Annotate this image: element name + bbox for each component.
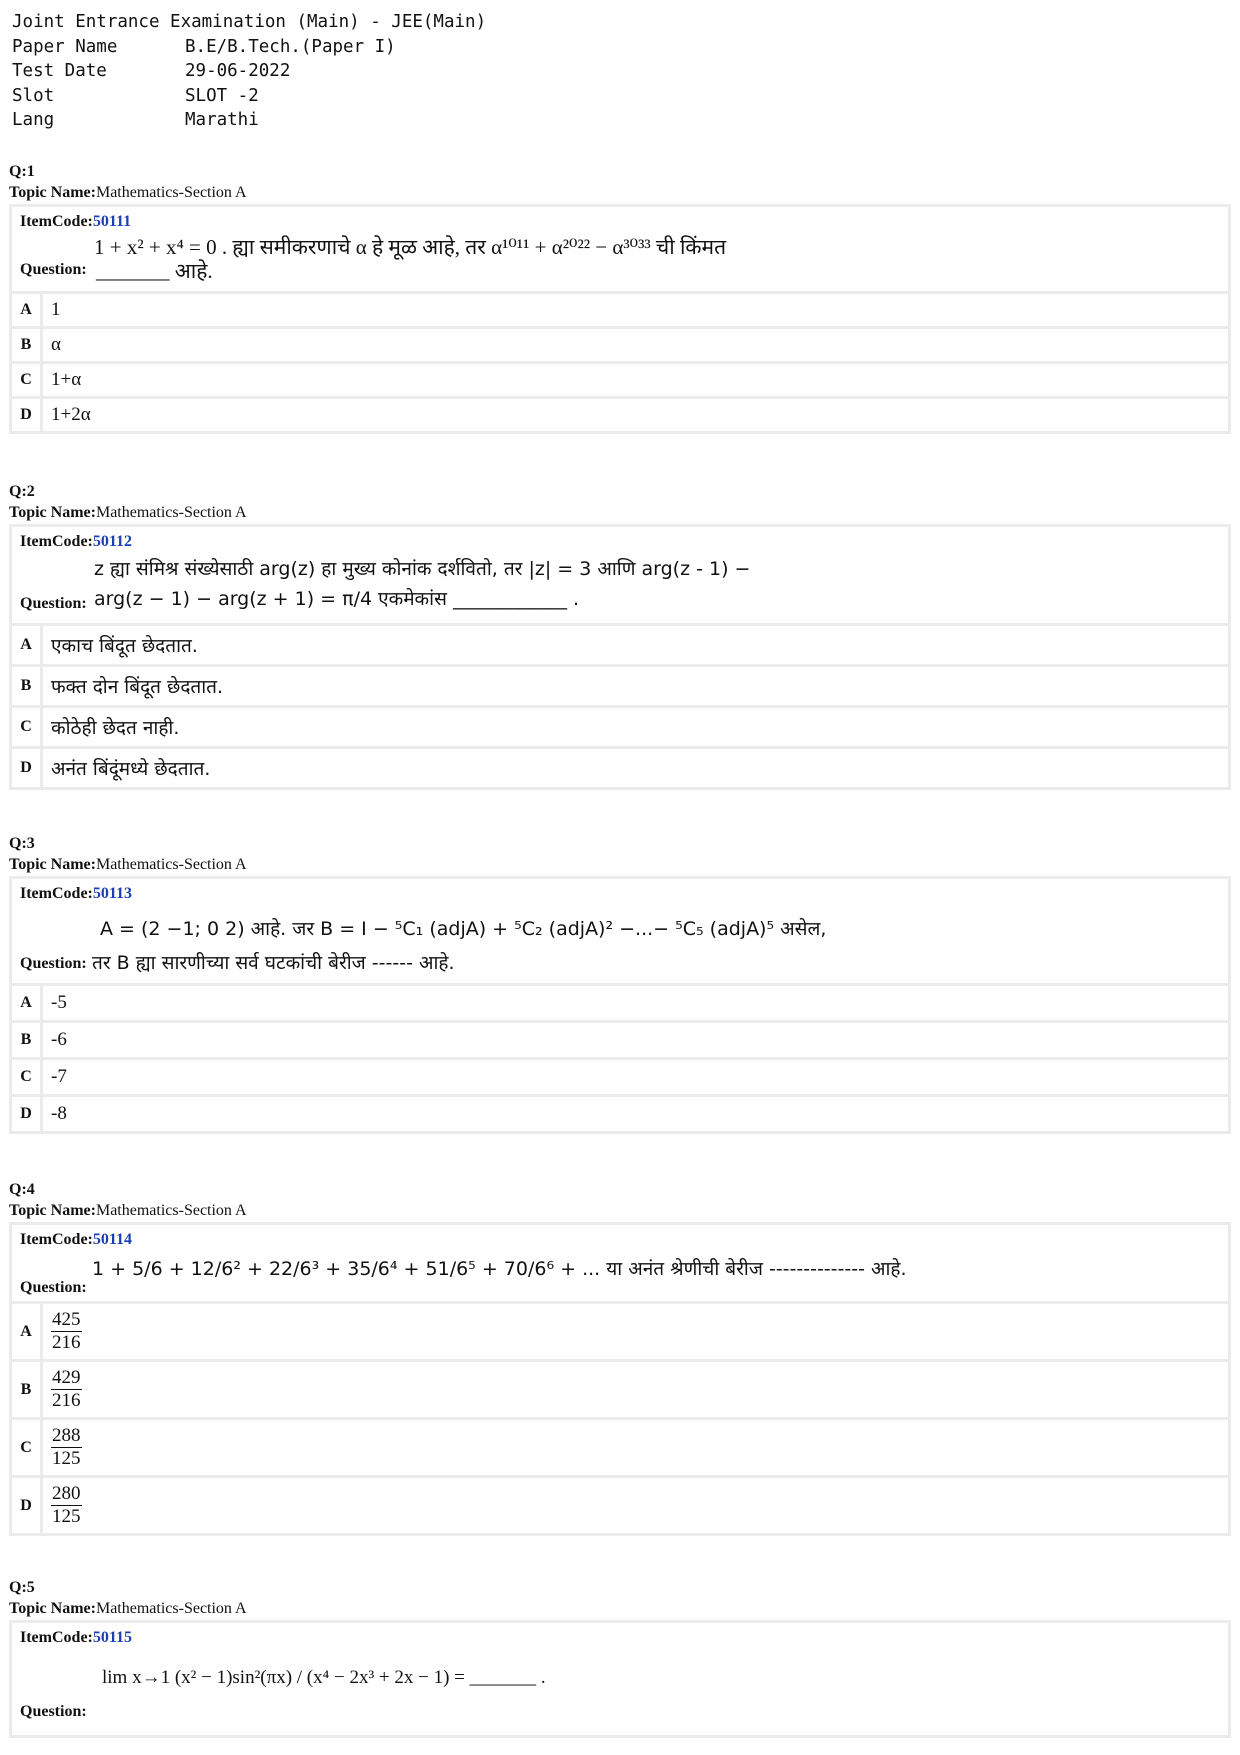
question-block-1 xyxy=(9,162,1231,434)
option-b[interactable] xyxy=(12,329,1228,361)
item-code: ItemCode:50111 xyxy=(20,213,132,230)
option-letter: C xyxy=(12,364,43,396)
option-letter: B xyxy=(12,329,43,361)
option-letter: D xyxy=(12,1478,43,1533)
header-value: 29-06-2022 xyxy=(185,61,291,81)
option-letter: A xyxy=(12,1304,43,1359)
question-label: Question: xyxy=(20,1703,87,1720)
option-letter: B xyxy=(12,1023,43,1057)
option-b[interactable] xyxy=(12,667,1228,705)
option-d[interactable] xyxy=(12,749,1228,787)
question-block-3 xyxy=(9,834,1231,1134)
option-letter: C xyxy=(12,1420,43,1475)
item-code: ItemCode:50112 xyxy=(20,533,132,550)
option-value: 1+α xyxy=(51,369,82,390)
option-letter: A xyxy=(12,986,43,1020)
question-label: Question: xyxy=(20,955,87,972)
question-label: Question: xyxy=(20,261,87,278)
option-b[interactable] xyxy=(12,1362,1228,1417)
question-label: Question: xyxy=(20,1279,87,1296)
question-text: z ह्या संमिश्र संख्येसाठी arg(z) हा मुख्य कोनांक दर्शवितो, तर |z| = 3 आणि arg(z - 1) − xyxy=(94,558,751,580)
header-value: SLOT -2 xyxy=(185,85,259,106)
option-value: फक्त दोन बिंदूत छेदतात. xyxy=(51,676,224,698)
option-letter: A xyxy=(12,294,43,326)
question-text: 1 + x² + x⁴ = 0 . ह्या समीकरणाचे α हे मूळ आहे, तर α¹⁰¹¹ + α²⁰²² − α³⁰³³ ची किंमत xyxy=(94,235,727,259)
option-c[interactable] xyxy=(12,364,1228,396)
question-text: lim x→1 (x² − 1)sin²(πx) / (x⁴ − 2x³ + 2x − 1) = _______ . xyxy=(102,1667,546,1688)
question-cell xyxy=(12,207,1228,291)
option-fraction: $\frac{288}{125}$ xyxy=(52,1425,81,1469)
topic-line: Topic Name:Mathematics-Section A xyxy=(9,856,247,873)
question-number: Q:1 xyxy=(9,163,35,180)
option-a[interactable] xyxy=(12,626,1228,664)
option-letter: C xyxy=(12,708,43,746)
exam-header xyxy=(12,10,486,133)
question-cell xyxy=(12,527,1228,623)
question-text-line2: तर B ह्या सारणीच्या सर्व घटकांची बेरीज ------ आहे. xyxy=(92,952,455,974)
option-fraction: $\frac{425}{216}$ xyxy=(52,1309,81,1353)
question-box xyxy=(9,1222,1231,1536)
option-c[interactable] xyxy=(12,708,1228,746)
option-b[interactable] xyxy=(12,1023,1228,1057)
header-key: Paper Name xyxy=(12,36,118,57)
option-value: -6 xyxy=(51,1029,67,1050)
option-value: α xyxy=(51,334,61,355)
question-text: 1 + 5/6 + 12/6² + 22/6³ + 35/6⁴ + 51/6⁵ + 70/6⁶ + ... या अनंत श्रेणीची बेरीज -------------- आहे. xyxy=(92,1258,907,1280)
question-box xyxy=(9,876,1231,1134)
question-cell xyxy=(12,879,1228,983)
option-value: 1 xyxy=(51,299,61,320)
question-cell xyxy=(12,1225,1228,1301)
option-d[interactable] xyxy=(12,1097,1228,1131)
option-fraction: $\frac{429}{216}$ xyxy=(52,1367,81,1411)
option-value: -5 xyxy=(51,992,67,1013)
question-number: Q:2 xyxy=(9,483,35,500)
item-code: ItemCode:50113 xyxy=(20,885,132,902)
header-value: Marathi xyxy=(185,110,259,130)
item-code: ItemCode:50115 xyxy=(20,1629,132,1646)
option-value: -8 xyxy=(51,1103,67,1124)
question-text-line2: _______ आहे. xyxy=(96,259,213,283)
header-key: Slot xyxy=(12,85,55,106)
option-letter: B xyxy=(12,667,43,705)
question-number: Q:3 xyxy=(9,835,35,852)
question-box xyxy=(9,204,1231,434)
header-row-date xyxy=(12,59,486,84)
option-letter: D xyxy=(12,749,43,787)
question-block-2 xyxy=(9,482,1231,790)
option-c[interactable] xyxy=(12,1420,1228,1475)
header-row-lang xyxy=(12,108,486,133)
question-number: Q:4 xyxy=(9,1181,35,1198)
question-cell xyxy=(12,1623,1228,1735)
header-row-paper xyxy=(12,35,486,60)
option-value: अनंत बिंदूंमध्ये छेदतात. xyxy=(51,758,211,780)
question-text-line2: arg(z − 1) − arg(z + 1) = π/4 एकमेकांस ____________ . xyxy=(94,588,580,610)
option-value: एकाच बिंदूत छेदतात. xyxy=(51,635,198,657)
question-box xyxy=(9,1620,1231,1738)
option-c[interactable] xyxy=(12,1060,1228,1094)
header-value: B.E/B.Tech.(Paper I) xyxy=(185,36,396,57)
topic-line: Topic Name:Mathematics-Section A xyxy=(9,1600,247,1617)
header-key: Lang xyxy=(12,110,55,130)
option-d[interactable] xyxy=(12,1478,1228,1533)
item-code: ItemCode:50114 xyxy=(20,1231,132,1248)
header-row-slot xyxy=(12,84,486,109)
topic-line: Topic Name:Mathematics-Section A xyxy=(9,1202,247,1219)
question-box xyxy=(9,524,1231,790)
question-label: Question: xyxy=(20,595,87,612)
topic-line: Topic Name:Mathematics-Section A xyxy=(9,184,247,201)
option-fraction: $\frac{280}{125}$ xyxy=(52,1483,81,1527)
topic-line: Topic Name:Mathematics-Section A xyxy=(9,504,247,521)
option-letter: C xyxy=(12,1060,43,1094)
option-a[interactable] xyxy=(12,986,1228,1020)
question-text: A = (2 −1; 0 2) आहे. जर B = I − ⁵C₁ (adjA) + ⁵C₂ (adjA)² −...− ⁵C₅ (adjA)⁵ असेल, xyxy=(100,918,827,940)
option-d[interactable] xyxy=(12,399,1228,431)
option-value: 1+2α xyxy=(51,404,91,425)
option-letter: D xyxy=(12,399,43,431)
header-key: Test Date xyxy=(12,61,107,81)
option-a[interactable] xyxy=(12,294,1228,326)
option-a[interactable] xyxy=(12,1304,1228,1359)
question-number: Q:5 xyxy=(9,1579,35,1596)
option-value: कोठेही छेदत नाही. xyxy=(51,717,180,739)
exam-title: Joint Entrance Examination (Main) - JEE(Main) xyxy=(12,12,487,32)
option-value: -7 xyxy=(51,1066,67,1087)
option-letter: D xyxy=(12,1097,43,1131)
option-letter: B xyxy=(12,1362,43,1417)
option-letter: A xyxy=(12,626,43,664)
question-block-5 xyxy=(9,1578,1231,1738)
question-block-4 xyxy=(9,1180,1231,1536)
